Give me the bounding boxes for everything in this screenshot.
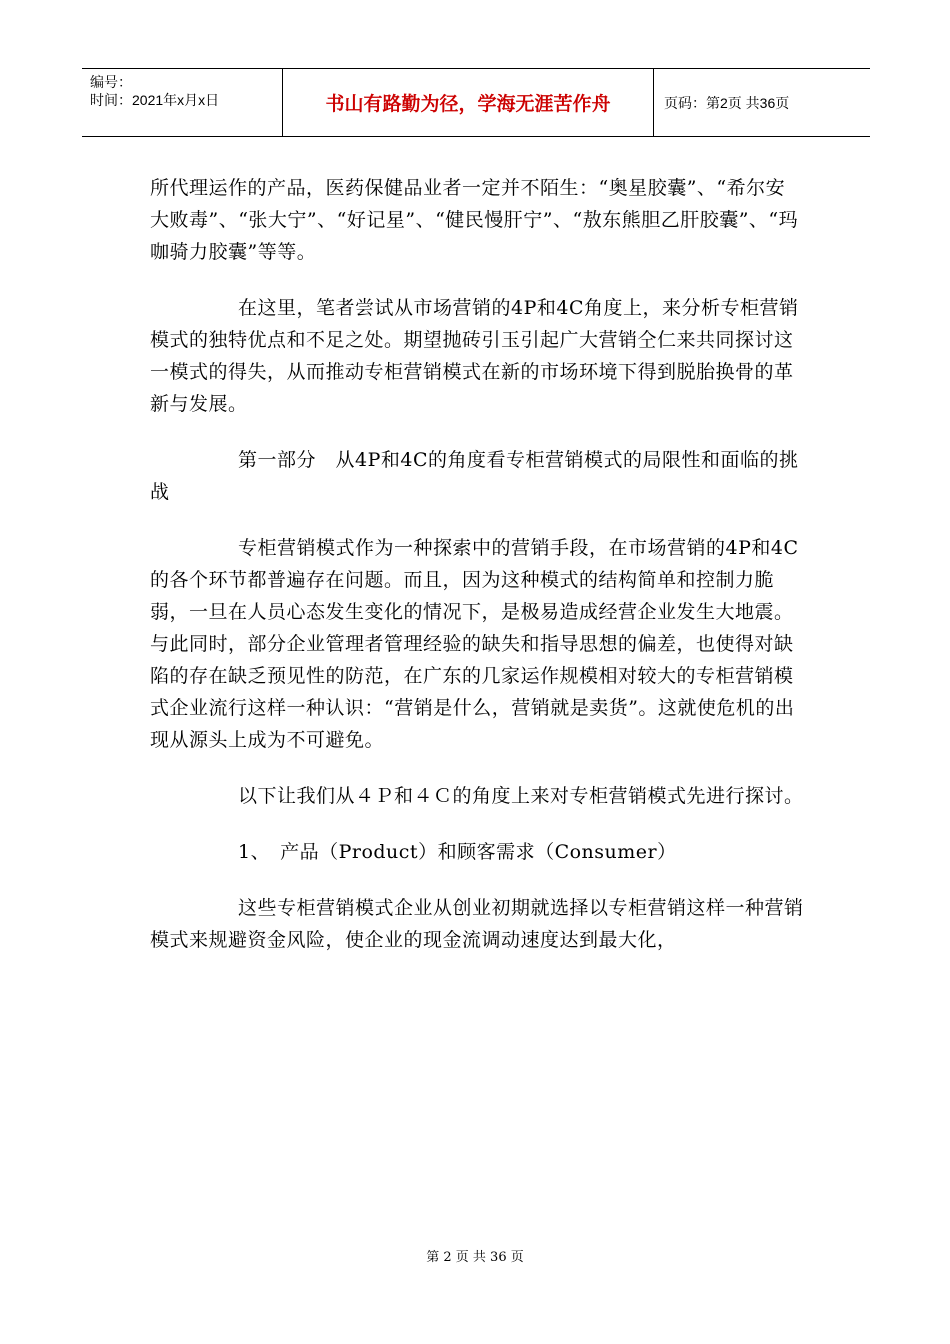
document-number-label: 编号： [90,74,132,90]
header-meta [82,69,283,136]
document-body [150,172,810,956]
page-footer: 第 2 页 共 36 页 [426,1250,524,1265]
paragraph-intro: 在这里，笔者尝试从市场营销的4P和4C角度上，来分析专柜营销模式的独特优点和不足之处。期望抛砖引玉引起广大营销仝仁来共同探讨这一模式的得失，从而推动专柜营销模式在新的市场环境下得到脱胎换骨的革新与发展。 [150,297,799,415]
paragraph-product-detail: 这些专柜营销模式企业从创业初期就选择以专柜营销这样一种营销模式来规避资金风险，使企业的现金流调动速度达到最大化， [150,897,804,951]
header-motto: 书山有路勤为径，学海无涯苦作舟 [283,69,654,136]
paragraph-overview: 专柜营销模式作为一种探索中的营销手段，在市场营销的4P和4C的各个环节都普遍存在问题。而且，因为这种模式的结构简单和控制力脆弱，一旦在人员心态发生变化的情况下，是极易造成经营企业发生大地震。与此同时，部分企业管理者管理经验的缺失和指导思想的偏差，也使得对缺陷的存在缺乏预见性的防范，在广东的几家运作规模相对较大的专柜营销模式企业流行这样一种认识：“营销是什么，营销就是卖货”。这就使危机的出现从源头上成为不可避免。 [150,537,799,751]
section-heading-part-one: 第一部分 从4P和4C的角度看专柜营销模式的局限性和面临的挑战 [150,449,799,503]
header-page-info: 页码：第2页 共36页 [664,94,790,111]
page-header [82,68,870,137]
paragraph-transition: 以下让我们从４Ｐ和４Ｃ的角度上来对专柜营销模式先进行探讨。 [238,785,804,807]
paragraph-product-list: 所代理运作的产品，医药保健品业者一定并不陌生：“奥星胶囊”、“希尔安大败毒”、“张大宁”、“好记星”、“健民慢肝宁”、“敖东熊胆乙肝胶囊”、“玛咖骑力胶囊”等等。 [150,177,799,263]
subsection-heading-product: 1、 产品（Product）和顾客需求（Consumer） [238,841,677,863]
document-date: 时间：2021年x月x日 [90,92,220,108]
